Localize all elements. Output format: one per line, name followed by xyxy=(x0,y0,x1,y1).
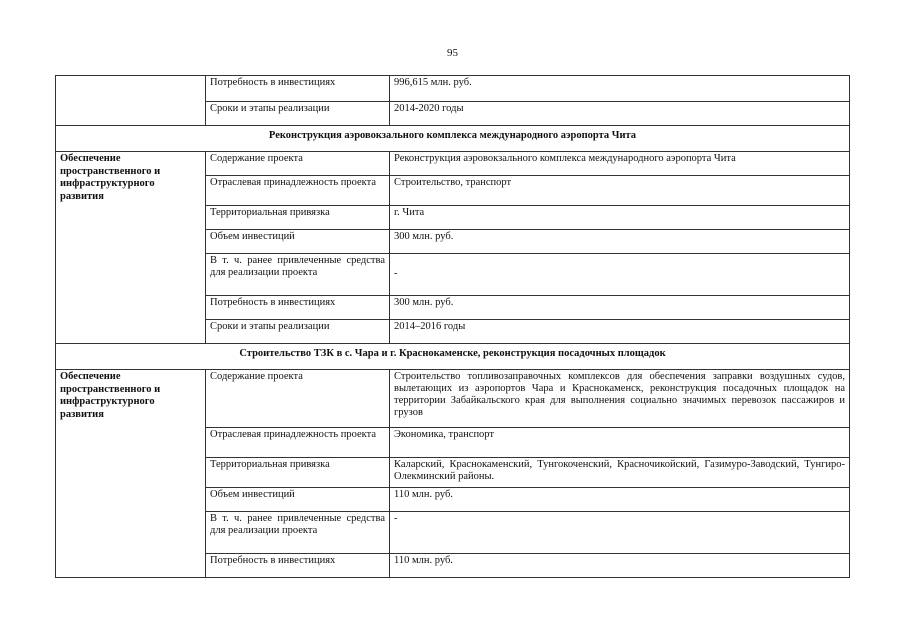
row-label: Содержание проекта xyxy=(206,152,390,176)
row-label: В т. ч. ранее привлеченные средства для реализации проекта xyxy=(206,512,390,554)
row-label: Сроки и этапы реализации xyxy=(206,320,390,344)
row-value: - xyxy=(390,512,850,554)
category-cell: Обеспечение пространственного и инфраструктурного развития xyxy=(56,152,206,344)
row-value: Строительство, транспорт xyxy=(390,176,850,206)
row-value: 996,615 млн. руб. xyxy=(390,76,850,102)
row-label: Объем инвестиций xyxy=(206,230,390,254)
section-title: Строительство ТЗК в с. Чара и г. Краснокаменске, реконструкция посадочных площадок xyxy=(56,344,850,370)
row-label: Потребность в инвестициях xyxy=(206,554,390,578)
row-value: Экономика, транспорт xyxy=(390,428,850,458)
table-row xyxy=(56,370,850,428)
row-label: Территориальная привязка xyxy=(206,458,390,488)
table-row xyxy=(56,152,850,176)
row-label: Отраслевая принадлежность проекта xyxy=(206,176,390,206)
row-label: Объем инвестиций xyxy=(206,488,390,512)
row-value: Строительство топливозаправочных комплексов для обеспечения заправки воздушных судов, вылетающих из аэропортов Чара и Краснокаменск, реконструкция посадочных площадок на территории Забайкальского края для выполнения социально значимых перевозок пассажиров и грузов xyxy=(390,370,850,428)
table-row xyxy=(56,76,850,102)
row-value: 2014-2020 годы xyxy=(390,102,850,126)
row-value: 300 млн. руб. xyxy=(390,230,850,254)
row-value: 110 млн. руб. xyxy=(390,488,850,512)
row-label: Содержание проекта xyxy=(206,370,390,428)
row-label: Отраслевая принадлежность проекта xyxy=(206,428,390,458)
row-label: Потребность в инвестициях xyxy=(206,296,390,320)
row-value: 110 млн. руб. xyxy=(390,554,850,578)
row-value: - xyxy=(390,254,850,296)
investment-projects-table xyxy=(55,75,850,578)
row-label: Потребность в инвестициях xyxy=(206,76,390,102)
row-label: Территориальная привязка xyxy=(206,206,390,230)
row-label: В т. ч. ранее привлеченные средства для реализации проекта xyxy=(206,254,390,296)
row-value: Каларский, Краснокаменский, Тунгокоченский, Красночикойский, Газимуро-Заводский, Тунгиро-Олекминский районы. xyxy=(390,458,850,488)
category-cell: Обеспечение пространственного и инфраструктурного развития xyxy=(56,370,206,578)
row-value: г. Чита xyxy=(390,206,850,230)
section-title: Реконструкция аэровокзального комплекса международного аэропорта Чита xyxy=(56,126,850,152)
section-title-row xyxy=(56,344,850,370)
row-value: 300 млн. руб. xyxy=(390,296,850,320)
page-number: 95 xyxy=(447,47,458,59)
row-value: Реконструкция аэровокзального комплекса международного аэропорта Чита xyxy=(390,152,850,176)
category-cell-empty xyxy=(56,76,206,126)
section-title-row xyxy=(56,126,850,152)
row-value: 2014–2016 годы xyxy=(390,320,850,344)
row-label: Сроки и этапы реализации xyxy=(206,102,390,126)
